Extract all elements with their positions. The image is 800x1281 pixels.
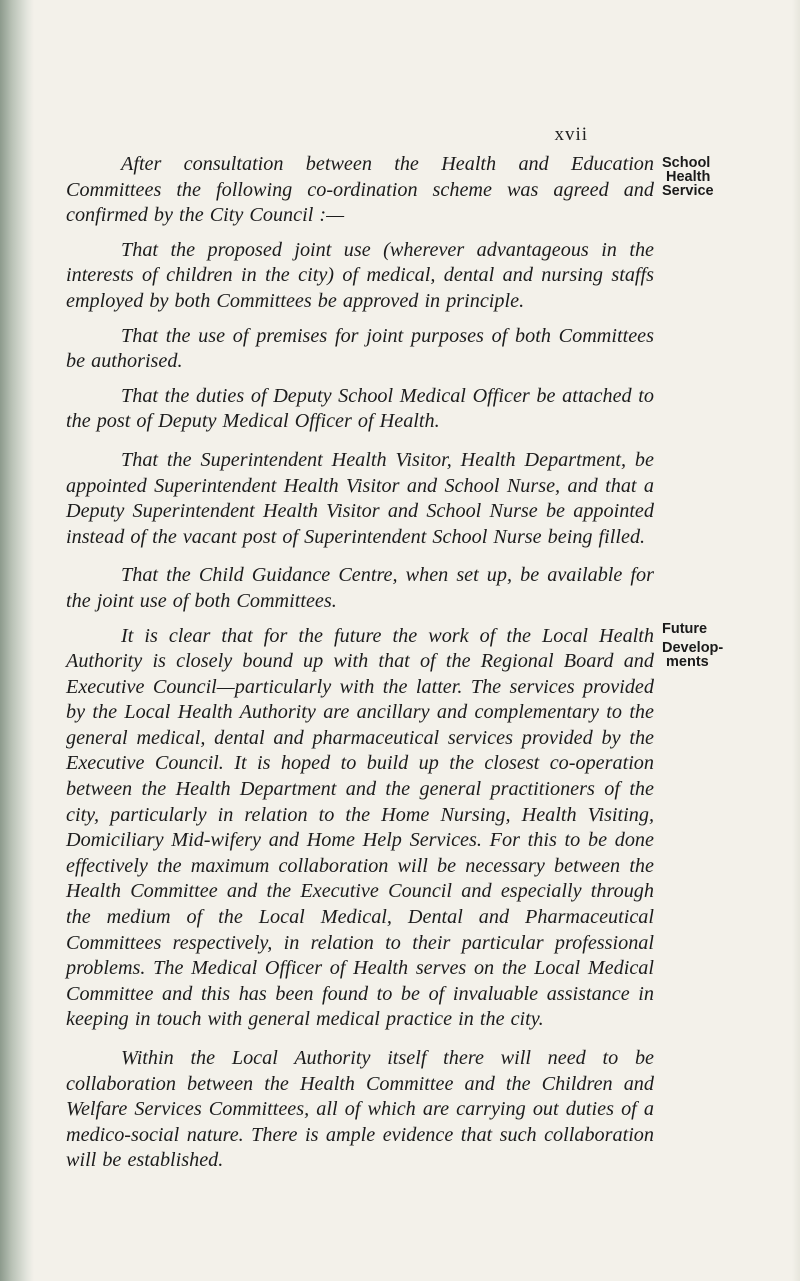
sidenote-line: Service	[662, 183, 714, 199]
sidenote-school-health-service	[662, 156, 738, 198]
paragraph-future-work: It is clear that for the future the work of the Local Health Authority is closely bound up with that of the Regional Board and Executive Council—particularly with the latter. The services provided by the Local Health Authority are ancillary and complementary to the general medical, dental and pharmaceutical services provided by the Executive Council. It is hoped to build up the closest co-operation between the Health Department and the general practitioners of the city, particularly in relation to the Home Nursing, Health Visiting, Domiciliary Mid-wifery and Home Help Services. For this to be done effectively the maximum collaboration will be necessary between the Health Committee and the Executive Council and especially through the medium of the Local Medical, Dental and Pharmaceutical Committees respectively, in relation to their particular professional problems. The Medical Officer of Health serves on the Local Medical Committee and this has been found to be of invaluable assistance in keeping in touch with general medical practice in the city.	[66, 624, 654, 1031]
paragraph-child-guidance: That the Child Guidance Centre, when set up, be available for the joint use of both Committees.	[66, 564, 654, 612]
paragraph-collaboration: Within the Local Authority itself there will need to be collaboration between the Health Committee and the Children and Welfare Services Committees, all of which are carrying out duties of a medico-social nature. There is ample evidence that such collaboration will be established.	[66, 1047, 654, 1172]
sidenote-line: Develop-	[662, 640, 724, 656]
paragraph-premises: That the use of premises for joint purposes of both Committees be authorised.	[66, 324, 654, 373]
page-right-edge	[792, 0, 800, 1281]
sidenote-line: Health	[666, 169, 711, 185]
paragraph-joint-use: That the proposed joint use (wherever advantageous in the interests of children in the city) of medical, dental and nursing staffs employed by both Committees be approved in principle.	[66, 238, 654, 312]
body-text	[66, 152, 654, 1174]
paragraph-deputy-officer: That the duties of Deputy School Medical Officer be attached to the post of Deputy Medical Officer of Health.	[66, 384, 654, 433]
paragraph-intro: After consultation between the Health and Education Committees the following co-ordination scheme was agreed and confirmed by the City Council :—	[66, 153, 654, 227]
paragraph-superintendent: That the Superintendent Health Visitor, Health Department, be appointed Superintendent Health Visitor and School Nurse, and that a Deputy Superintendent Health Visitor and School Nurse be appointed instead of the vacant post of Superintendent School Nurse being filled.	[66, 448, 654, 548]
page-number: xvii	[554, 124, 588, 145]
sidenote-line: ments	[666, 654, 709, 670]
sidenote-line: Future	[662, 621, 708, 637]
binding-gutter-shadow	[0, 0, 34, 1281]
sidenote-line: School	[662, 155, 711, 171]
sidenote-future-developments	[662, 622, 738, 669]
